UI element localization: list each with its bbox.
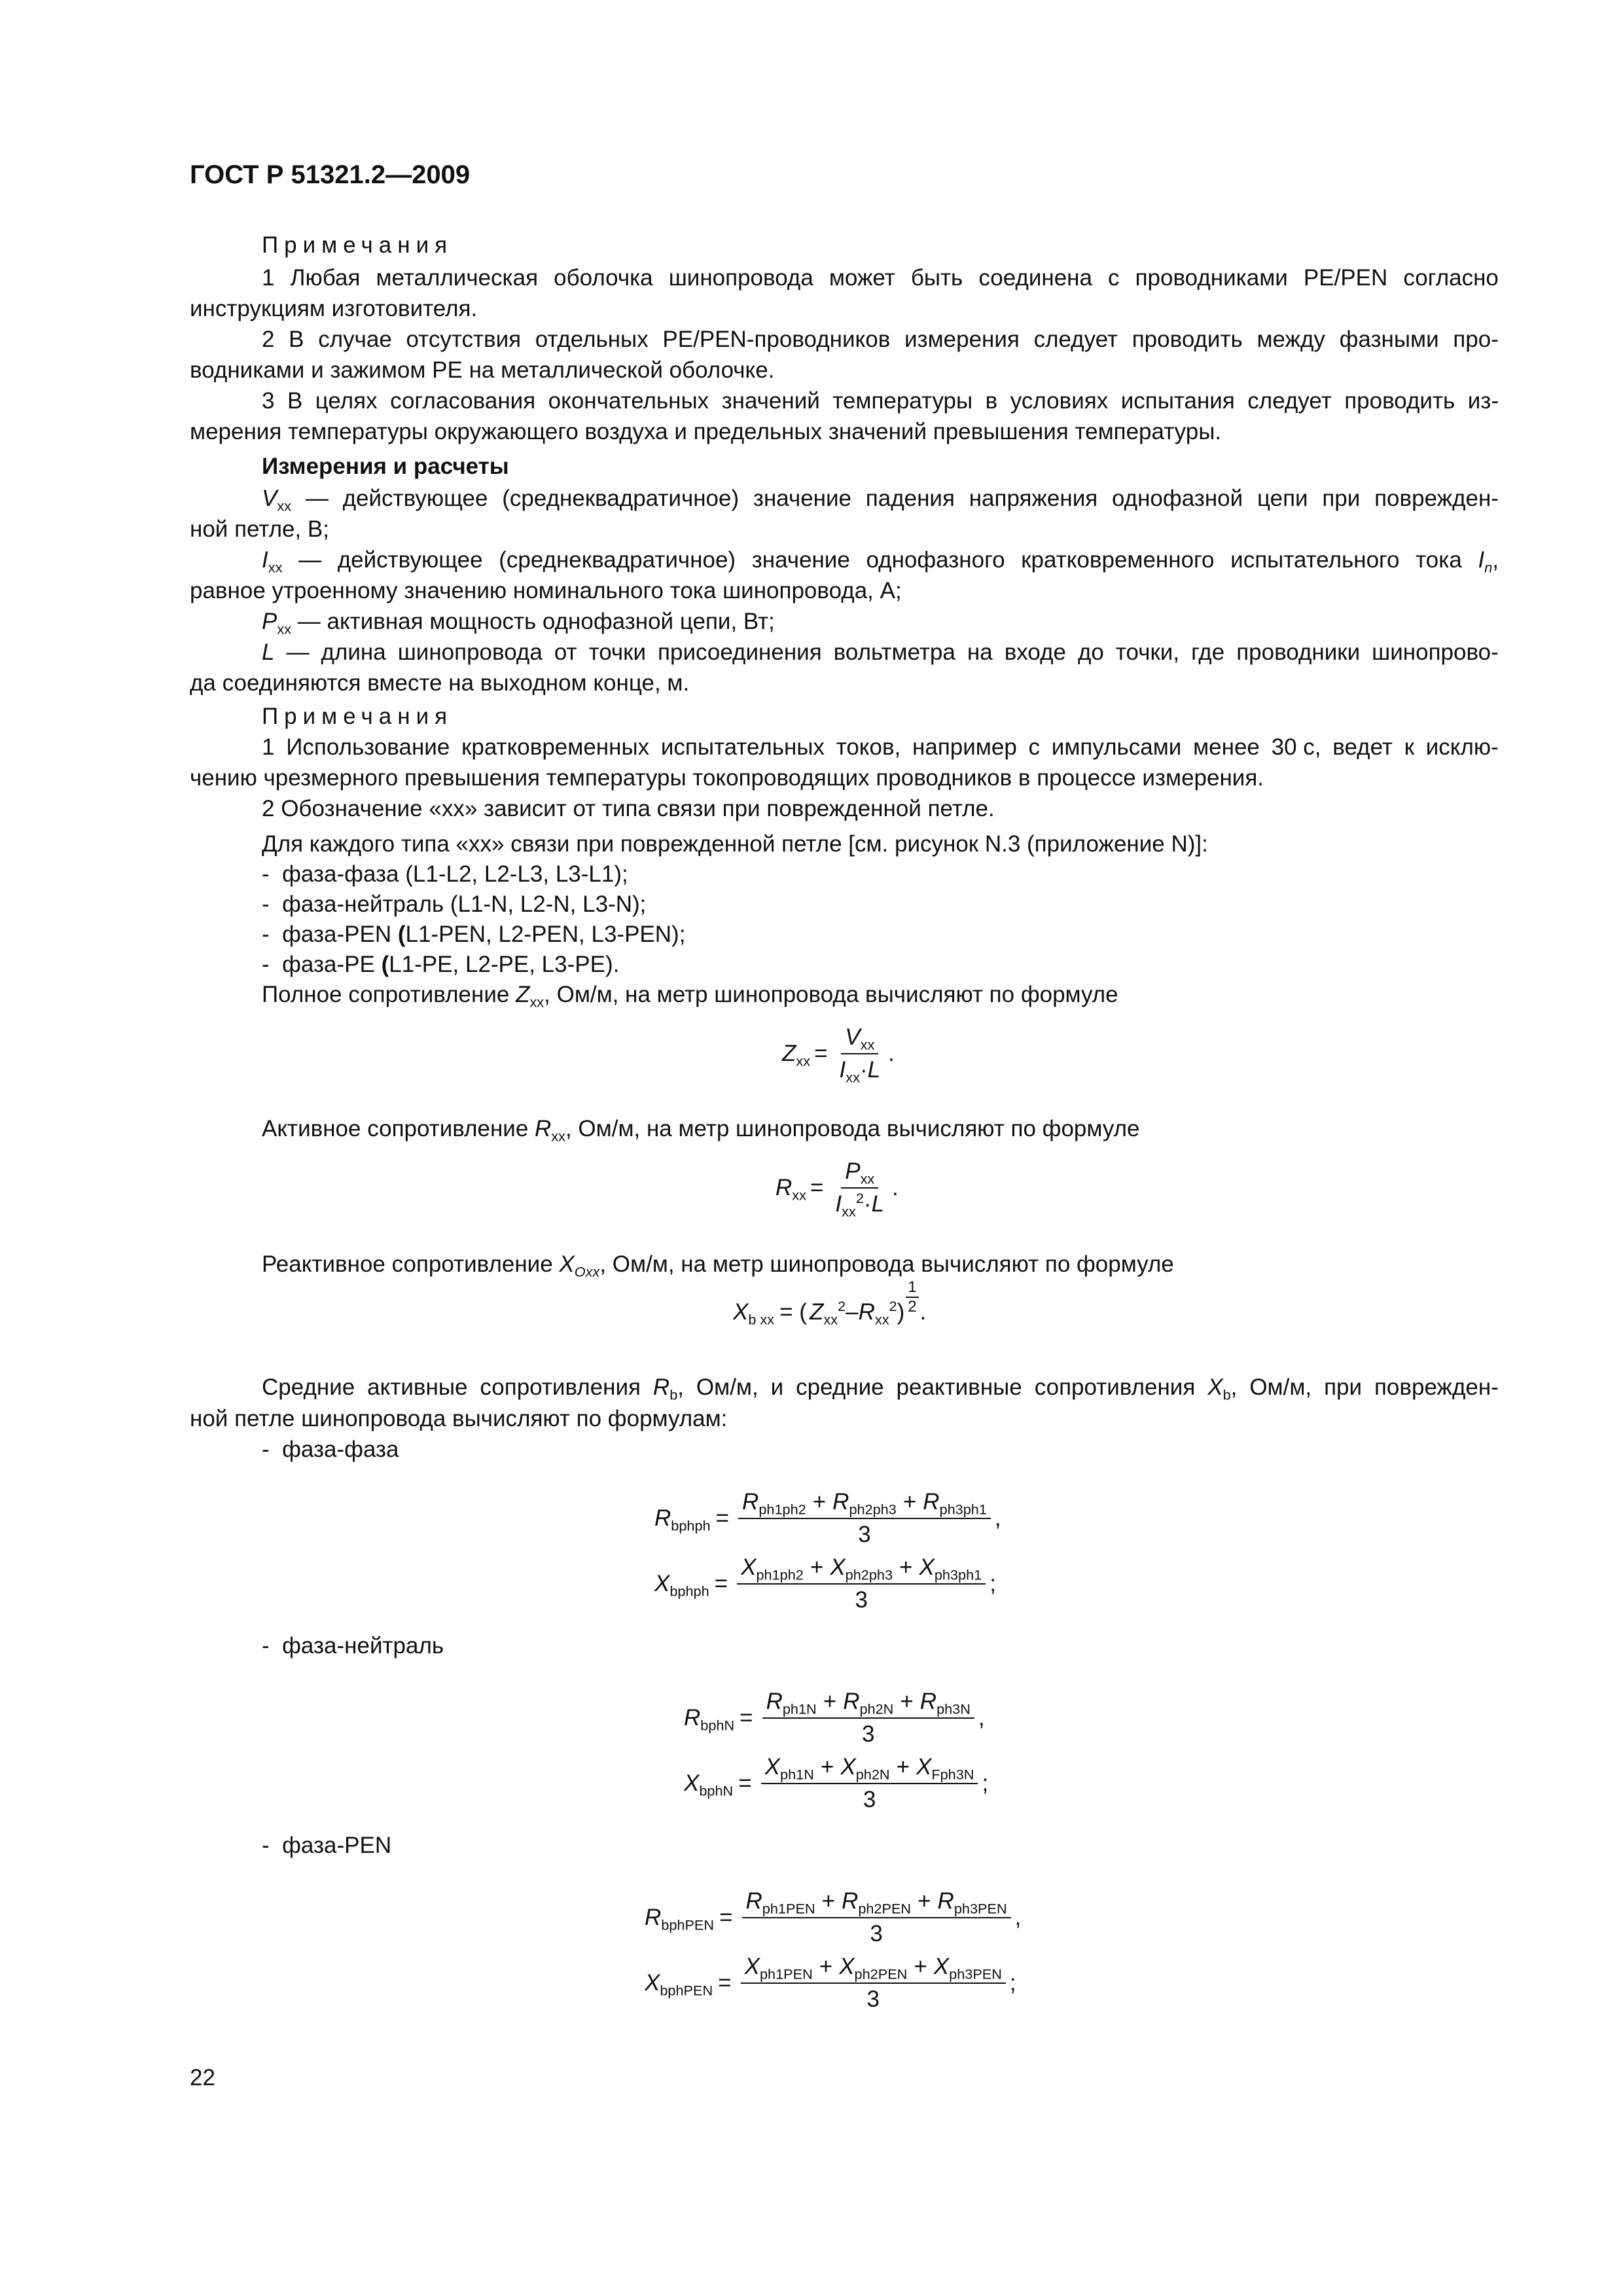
equals-sign: = <box>740 1705 753 1731</box>
subscript: ph2PEN <box>858 1900 912 1917</box>
word: отдельных <box>535 327 649 352</box>
fraction <box>741 1954 1006 2013</box>
word: может <box>829 265 895 291</box>
numerator <box>741 1954 1006 1984</box>
word: присоединения <box>658 639 822 665</box>
word: проводить <box>1132 327 1243 352</box>
word: значение <box>751 547 850 573</box>
note2-1-line-2: чению чрезмерного превышения температуры токопроводящих проводников в процессе измерения. <box>190 765 1264 791</box>
word: до <box>1078 639 1104 665</box>
subscript: bphN <box>699 1782 734 1799</box>
word: PE/PEN-проводников <box>662 327 891 352</box>
word: средние <box>796 1374 884 1400</box>
plus-sign: + <box>902 1489 917 1515</box>
word: длина <box>321 639 386 665</box>
formula-tail: , <box>978 1705 985 1731</box>
word: шинопрово- <box>1372 639 1499 665</box>
subscript: ph2ph3 <box>849 1501 897 1518</box>
list-item: - фаза-фаза (L1-L2, L2-L3, L3-L1); <box>262 861 628 887</box>
word: токов, <box>836 734 901 760</box>
symbol: X <box>764 1754 781 1780</box>
page-number: 22 <box>190 2065 215 2090</box>
formula-tail: ; <box>982 1770 989 1796</box>
word: следует <box>1247 388 1332 414</box>
measurements-heading: Измерения и расчеты <box>262 454 509 479</box>
subscript: ph3PEN <box>954 1900 1007 1917</box>
note-2-line-1 <box>262 327 1499 353</box>
group-label-phase-neutral: - фаза-нейтраль <box>262 1633 444 1659</box>
list-item: - фаза-PEN (L1-PEN, L2-PEN, L3-PEN); <box>262 922 686 947</box>
note-2-line-2: водниками и зажимом PE на металлической оболочке. <box>190 357 775 383</box>
plus-sign: + <box>823 1689 837 1714</box>
formula-lhs <box>654 1505 711 1532</box>
word: действующее <box>337 547 483 573</box>
word: шинопровода <box>397 639 543 665</box>
word: на <box>967 639 993 665</box>
resistance-formula: $R_{xx}$ = $\frac{P_{xx}}{I_{xx}^2\cdot L}$ . <box>776 1158 899 1220</box>
word: однофазного <box>866 547 1005 573</box>
word: шинопровода <box>668 265 813 291</box>
x-formula <box>684 1754 988 1813</box>
notes-title-2: Примечания <box>262 704 454 729</box>
v-def-line-1 <box>262 486 1499 512</box>
word: цепи <box>1257 486 1308 511</box>
word: металлическая <box>376 265 539 291</box>
word: при <box>1322 486 1361 511</box>
in-symbol: $I_n$, <box>1478 547 1499 576</box>
symbol: R <box>842 1888 859 1914</box>
symbol: X <box>654 1571 670 1596</box>
word: точки <box>588 639 647 665</box>
formula-tail: , <box>1014 1905 1022 1930</box>
r-formula <box>684 1689 985 1748</box>
subscript: ph1PEN <box>762 1900 815 1917</box>
word: поврежден- <box>1374 1374 1499 1400</box>
word: от <box>554 639 577 665</box>
word: оболочка <box>554 265 653 291</box>
subscript: bphph <box>669 1583 709 1600</box>
fraction <box>761 1754 978 1813</box>
word: тока <box>1416 547 1462 573</box>
numerator <box>737 1554 986 1585</box>
averages-line-2: ной петле шинопровода вычисляют по формулам: <box>190 1406 728 1431</box>
word: проводить <box>1344 388 1455 414</box>
word: из- <box>1467 388 1499 414</box>
plus-sign: + <box>914 1954 927 1979</box>
numerator <box>761 1754 978 1784</box>
subscript: ph1N <box>782 1700 817 1717</box>
symbol: R <box>684 1705 701 1731</box>
types-intro: Для каждого типа «xx» связи при поврежденной петле [см. рисунок N.3 (приложение N)]: <box>262 831 1208 857</box>
plus-sign: + <box>896 1754 910 1780</box>
word: реактивные <box>896 1374 1022 1400</box>
equals-sign: = <box>719 1905 733 1930</box>
word: согласно <box>1403 265 1499 291</box>
equals-sign: = <box>738 1770 752 1796</box>
document-header: ГОСТ Р 51321.2—2009 <box>190 160 471 189</box>
word: к <box>1404 734 1414 760</box>
subscript: ph1PEN <box>759 1965 813 1982</box>
word: активные <box>367 1374 468 1400</box>
note-3-line-2: мерения температуры окружающего воздуха и предельных значений превышения температуры. <box>190 419 1222 444</box>
word: значений <box>721 388 820 414</box>
word: измерения <box>904 327 1020 352</box>
subscript: Fph3N <box>931 1766 974 1783</box>
equals-sign: = <box>714 1571 728 1596</box>
fraction <box>742 1888 1011 1947</box>
word: испытательного <box>1230 547 1400 573</box>
p-def-line: $P_{xx}$ — активная мощность однофазной цепи, Вт; <box>262 609 775 637</box>
symbol: X <box>839 1954 855 1979</box>
word: при <box>1324 1374 1363 1400</box>
word: сопротивления <box>1034 1374 1196 1400</box>
formula-tail: ; <box>990 1571 996 1596</box>
word: быть <box>910 265 963 291</box>
word: кратковременного <box>1021 547 1215 573</box>
l-def-line-2: да соединяются вместе на выходном конце, м. <box>190 670 690 696</box>
denominator: 3 <box>863 1787 876 1812</box>
word: между <box>1257 327 1325 352</box>
denominator: 3 <box>862 1721 875 1747</box>
symbol: R <box>745 1888 762 1914</box>
word: и <box>770 1374 784 1400</box>
word: Ом/м, <box>1249 1374 1312 1400</box>
symbol: X <box>684 1770 700 1796</box>
word: ведет <box>1332 734 1393 760</box>
word: следует <box>1033 327 1118 352</box>
r-formula <box>645 1888 1021 1947</box>
denominator: 3 <box>866 1986 880 2012</box>
symbol: X <box>919 1554 935 1580</box>
word: целях <box>315 388 378 414</box>
word: где <box>1191 639 1225 665</box>
plus-sign: + <box>810 1554 824 1580</box>
word: — <box>305 486 329 511</box>
word: 2 <box>262 327 275 352</box>
word: согласования <box>390 388 536 414</box>
note2-2: 2 Обозначение «xx» зависит от типа связи при поврежденной петле. <box>262 796 995 821</box>
denominator: 3 <box>858 1522 871 1547</box>
word: испытательных <box>660 734 825 760</box>
list-item: - фаза-PE (L1-PE, L2-PE, L3-PE). <box>262 952 620 977</box>
subscript: ph2N <box>859 1700 894 1717</box>
symbol: X <box>840 1754 856 1780</box>
word: случае <box>318 327 392 352</box>
denominator: 3 <box>870 1921 883 1946</box>
exponent-fraction: 1 2 <box>906 1278 918 1316</box>
symbol: X <box>744 1954 760 1979</box>
word: кратковременных <box>461 734 650 760</box>
subscript: bphPEN <box>661 1916 715 1933</box>
group-label-phase-phase: - фаза-фаза <box>262 1437 399 1462</box>
reactance-formula: $X_{b xx}$ = ( $Z_{xx}^2$ – $R_{xx}^2$ ) 1 2 . <box>733 1278 927 1328</box>
word: (среднеквадратичное) <box>499 547 736 573</box>
word: про- <box>1453 327 1499 352</box>
word: В <box>287 388 303 414</box>
symbol: X <box>933 1954 950 1979</box>
symbol: R <box>937 1888 954 1914</box>
word: окончательных <box>548 388 709 414</box>
fraction <box>762 1689 974 1748</box>
word: сопротивления <box>480 1374 641 1400</box>
formula-lhs <box>645 1970 713 1999</box>
i-symbol: $I_{xx}$ <box>262 547 283 576</box>
word: в <box>985 388 998 414</box>
list-item: - фаза-нейтраль (L1-N, L2-N, L3-N); <box>262 891 647 917</box>
subscript: ph3PEN <box>949 1965 1002 1982</box>
notes-title: Примечания <box>262 232 454 258</box>
symbol: R <box>923 1489 940 1515</box>
plus-sign: + <box>819 1954 833 1979</box>
formula-lhs <box>645 1905 714 1931</box>
r-formula <box>654 1489 1001 1548</box>
word: с <box>1028 734 1041 760</box>
word: проводники <box>1236 639 1361 665</box>
subscript: ph3ph1 <box>939 1501 987 1518</box>
word: условиях <box>1010 388 1109 414</box>
subscript: ph2N <box>855 1766 890 1783</box>
symbol: R <box>832 1489 849 1515</box>
impedance-intro: Полное сопротивление $Z_{xx}$, Ом/м, на метр шинопровода вычисляют по формуле <box>262 982 1118 1011</box>
formula-tail: , <box>994 1505 1001 1531</box>
plus-sign: + <box>821 1888 836 1914</box>
subscript: ph2PEN <box>854 1965 908 1982</box>
note-1-line-2: инструкциям изготовителя. <box>190 296 478 321</box>
word: импульсами <box>1051 734 1182 760</box>
subscript: ph1N <box>780 1766 814 1783</box>
group-label-phase-pen: - фаза-PEN <box>262 1833 392 1858</box>
word: отсутствия <box>406 327 522 352</box>
formula-tail: ; <box>1009 1970 1016 1996</box>
symbol: R <box>742 1489 759 1515</box>
reactance-intro: Реактивное сопротивление $X_{Oxx}$, Ом/м, на метр шинопровода вычисляют по формуле <box>262 1251 1174 1280</box>
word: точки, <box>1115 639 1180 665</box>
word: 1 <box>262 265 275 291</box>
symbol: R <box>645 1905 662 1930</box>
word: температуры <box>832 388 973 414</box>
subscript: bphph <box>671 1517 711 1534</box>
subscript: ph2ph3 <box>845 1566 893 1583</box>
symbol: R <box>919 1689 937 1714</box>
note-1-line-1 <box>262 265 1499 291</box>
word: значение <box>753 486 852 511</box>
l-def-line-1 <box>262 639 1499 666</box>
fraction <box>737 1554 986 1613</box>
word: входе <box>1004 639 1066 665</box>
symbol: X <box>916 1754 932 1780</box>
word: исклю- <box>1425 734 1499 760</box>
word: PE/PEN <box>1303 265 1388 291</box>
word: поврежден- <box>1374 486 1499 511</box>
subscript: ph3ph1 <box>934 1566 982 1583</box>
formula-lhs <box>654 1571 709 1600</box>
word: с <box>1108 265 1120 291</box>
subscript: ph3N <box>936 1700 971 1717</box>
numerator <box>742 1888 1011 1918</box>
denominator: 3 <box>855 1587 868 1613</box>
word: Ом/м, <box>696 1374 758 1400</box>
word: В <box>289 327 304 352</box>
subscript: ph1ph2 <box>756 1566 804 1583</box>
plus-sign: + <box>918 1888 931 1914</box>
plus-sign: + <box>899 1554 913 1580</box>
v-symbol: $V_{xx}$ <box>262 486 292 514</box>
word: — <box>286 639 310 665</box>
plus-sign: + <box>900 1689 914 1714</box>
word: например <box>912 734 1017 760</box>
word: Средние <box>262 1374 355 1400</box>
equals-sign: = <box>718 1970 732 1996</box>
word: испытания <box>1120 388 1235 414</box>
note-3-line-1 <box>262 388 1499 414</box>
word: проводниками <box>1135 265 1288 291</box>
formula-lhs <box>684 1770 733 1797</box>
i-def-line-2: равное утроенному значению номинального тока шинопровода, А; <box>190 578 902 603</box>
resistance-intro: Активное сопротивление $R_{xx}$, Ом/м, на метр шинопровода вычисляют по формуле <box>262 1116 1140 1145</box>
equals-sign: = <box>715 1505 730 1531</box>
plus-sign: + <box>820 1754 834 1780</box>
subscript: bphPEN <box>660 1982 713 1999</box>
word: соединена <box>978 265 1092 291</box>
l-symbol: L <box>262 639 275 665</box>
i-def-line-1 <box>262 547 1499 576</box>
word: фазными <box>1339 327 1439 352</box>
subscript: bphN <box>700 1717 735 1734</box>
symbol: R <box>766 1689 783 1714</box>
subscript: ph1ph2 <box>758 1501 806 1518</box>
word: вольтметра <box>833 639 955 665</box>
numerator <box>762 1689 974 1719</box>
symbol: X <box>741 1554 757 1580</box>
word: 30 с, <box>1271 734 1321 760</box>
x-formula <box>645 1954 1016 2013</box>
word: 1 <box>262 734 275 760</box>
impedance-formula: $Z_{xx}$ = $\frac{V_{xx}}{I_{xx}\cdot L}$ . <box>782 1024 895 1086</box>
symbol: X <box>645 1970 660 1996</box>
v-def-line-2: ной петле, В; <box>190 516 329 542</box>
fraction <box>738 1489 991 1548</box>
averages-line-1: Средние активные сопротивления $R_b$, Ом/м, и средние реактивные сопротивления $X_b$, Ом/м, при поврежден- <box>262 1374 1499 1403</box>
x-formula <box>654 1554 996 1613</box>
symbol: R <box>843 1689 860 1714</box>
numerator <box>738 1489 991 1519</box>
word: (среднеквадратичное) <box>502 486 740 511</box>
formula-lhs <box>684 1705 735 1734</box>
word: действующее <box>342 486 488 511</box>
word: напряжения <box>969 486 1098 511</box>
word: — <box>298 547 322 573</box>
word: однофазной <box>1111 486 1243 511</box>
word: Любая <box>290 265 361 291</box>
note2-1-line-1 <box>262 734 1499 761</box>
word: Использование <box>286 734 450 760</box>
word: падения <box>865 486 955 511</box>
symbol: R <box>654 1505 671 1531</box>
plus-sign: + <box>812 1489 827 1515</box>
symbol: X <box>830 1554 846 1580</box>
word: 3 <box>262 388 275 414</box>
word: менее <box>1193 734 1260 760</box>
